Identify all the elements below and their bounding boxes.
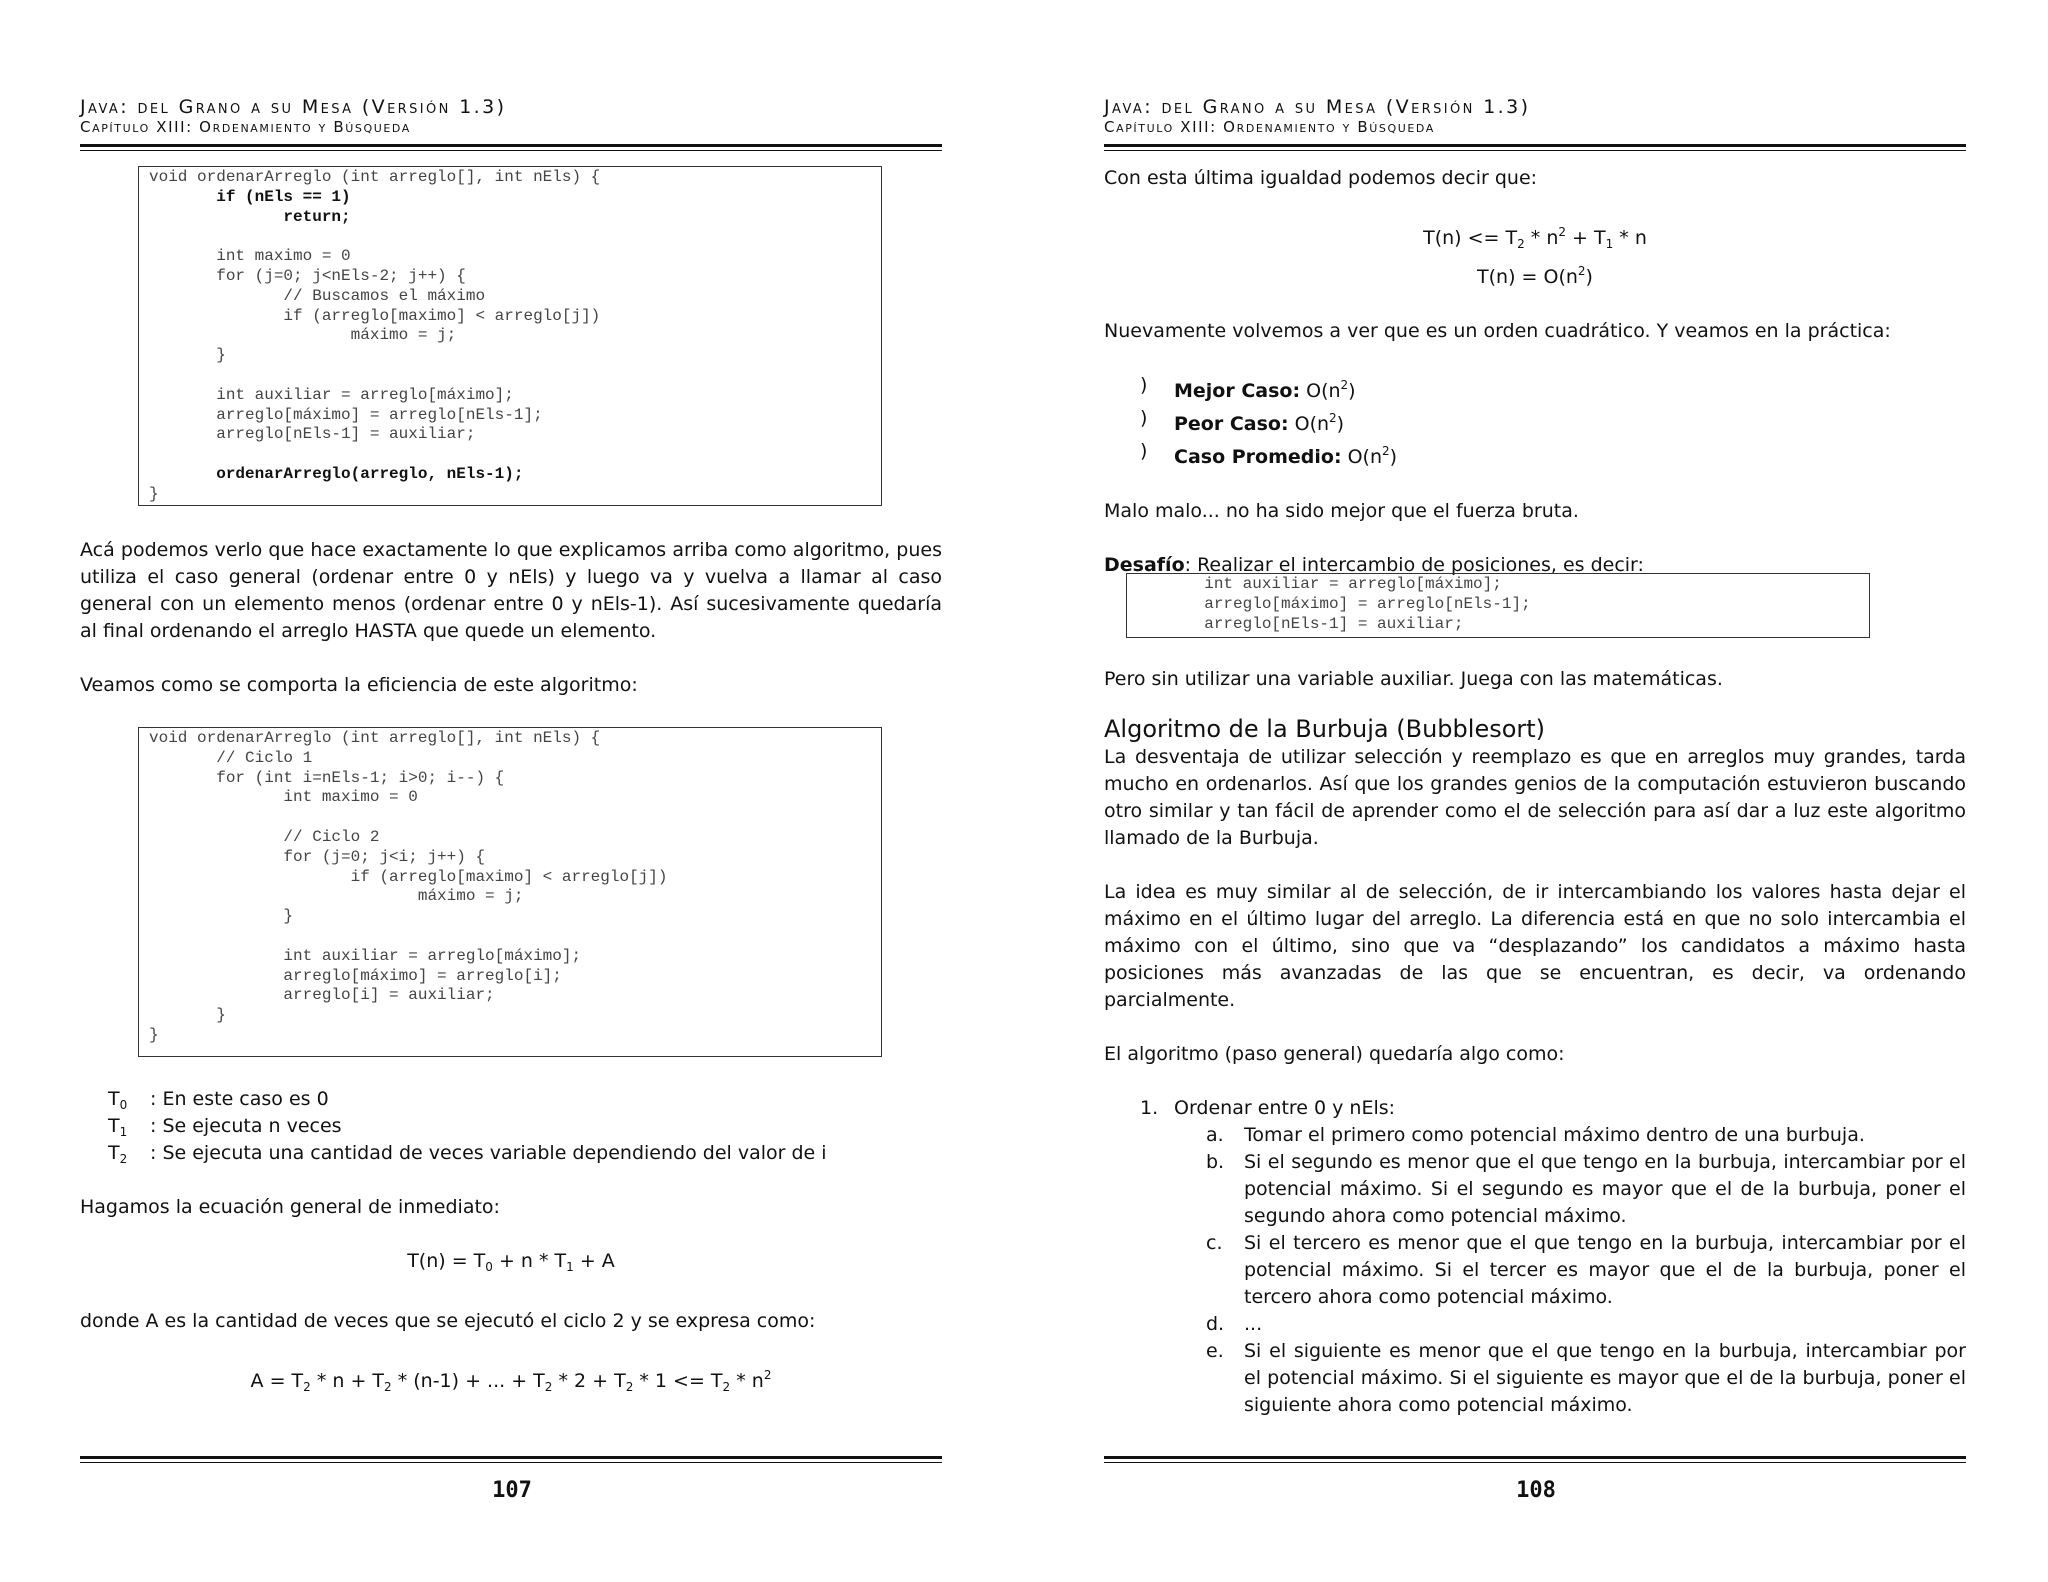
right-body-text: [1104, 165, 1966, 579]
complexity-cases: [1104, 372, 1966, 471]
case-value: $O(n^2)$: [1341, 444, 1398, 468]
case-label: Peor Caso:: [1174, 413, 1289, 435]
code-line: for (int i=nEls-1; i>0; i--) {: [149, 768, 505, 787]
t-symbol: $T_1$: [108, 1115, 128, 1139]
code-line: int auxiliar = arreglo[máximo];: [149, 385, 514, 404]
footer-rule: [80, 1456, 942, 1463]
algorithm-steps: [1104, 1095, 1966, 1419]
list-item: [1104, 438, 1966, 471]
book-title: Java: del Grano a su Mesa (Versión 1.3): [1104, 96, 1531, 118]
list-item: [80, 1086, 942, 1113]
header-rule: [1104, 144, 1966, 151]
chapter-title: Capítulo XIII: Ordenamiento y Búsqueda: [1104, 118, 1435, 136]
code-line: máximo = j;: [149, 887, 524, 906]
step-item: [1104, 1095, 1966, 1419]
sub-step-item: [1174, 1122, 1966, 1149]
code-line: }: [149, 907, 294, 926]
sub-step-letter: c.: [1206, 1232, 1223, 1254]
sub-step-letter: e.: [1206, 1340, 1224, 1362]
sub-step-letter: b.: [1206, 1151, 1225, 1173]
case-label: Mejor Caso:: [1174, 380, 1301, 402]
section-heading: Algoritmo de la Burbuja (Bubblesort): [1104, 715, 1546, 743]
code-line: for (j=0; j<i; j++) {: [149, 847, 486, 866]
code-line: int maximo = 0: [149, 788, 418, 807]
sub-step-letter: d.: [1206, 1313, 1225, 1335]
paragraph: Acá podemos verlo que hace exactamente lo que explicamos arriba como algoritmo, pues utiliza el caso general (ordenar entre 0 y nEls) y luego va y vuelva a llamar al caso general con un elemento menos (ordenar entre 0 y nEls-1). Así sucesivamente quedaría al final ordenando el arreglo HASTA que quede un elemento.: [80, 539, 942, 642]
code-line: arreglo[nEls-1] = auxiliar;: [149, 425, 476, 444]
list-item: [80, 1140, 942, 1167]
t-description: : Se ejecuta n veces: [150, 1115, 342, 1137]
code-line: for (j=0; j<nEls-2; j++) {: [149, 266, 466, 285]
sub-step-text: Si el tercero es menor que el que tengo en la burbuja, intercambiar por el potencial máximo. Si el tercer es mayor que el de la burbuja, poner el tercero ahora como potencial máximo.: [1244, 1232, 1966, 1308]
paragraph: Veamos como se comporta la eficiencia de este algoritmo:: [80, 674, 638, 696]
sub-step-text: ...: [1244, 1313, 1263, 1335]
sub-step-item: [1174, 1311, 1966, 1338]
code-line: arreglo[máximo] = arreglo[nEls-1];: [149, 405, 543, 424]
code-line: arreglo[i] = auxiliar;: [149, 986, 495, 1005]
case-value: $O(n^2)$: [1288, 411, 1345, 435]
t-description: : Se ejecuta una cantidad de veces variable dependiendo del valor de i: [150, 1142, 827, 1164]
right-page: [1024, 0, 2048, 1582]
paragraph: La idea es muy similar al de selección, de ir intercambiando los valores hasta dejar el máximo en el último lugar del arreglo. La diferencia está en que no solo intercambia el máximo con el último, sino que va “desplazando” los candidatos a máximo hasta posiciones más avanzadas de las que se encuentran, es decir, va ordenando parcialmente.: [1104, 881, 1966, 1011]
header-rule: [80, 144, 942, 151]
paragraph: El algoritmo (paso general) quedaría algo como:: [1104, 1043, 1565, 1065]
case-label: Caso Promedio:: [1174, 446, 1342, 468]
sub-step-item: [1174, 1338, 1966, 1419]
code-line: }: [149, 484, 159, 503]
code-line: // Ciclo 2: [149, 827, 380, 846]
code-line: [149, 366, 881, 386]
code-line: void ordenarArreglo (int arreglo[], int nEls) {: [149, 168, 601, 186]
code-block-swap: [1126, 573, 1870, 638]
equation-order: $T(n) = O(n^2)$: [1477, 264, 1593, 288]
desafio-text: : Realizar el intercambio de posiciones, es decir:: [1184, 554, 1644, 576]
sub-step-text: Si el segundo es menor que el que tengo en la burbuja, intercambiar por el potencial máximo. Si el segundo es mayor que el de la burbuja, poner el segundo ahora como potencial máximo.: [1244, 1151, 1966, 1227]
code-line: return;: [149, 207, 351, 226]
chapter-title: Capítulo XIII: Ordenamiento y Búsqueda: [80, 118, 411, 136]
code-line: }: [149, 1025, 159, 1044]
code-line: arreglo[máximo] = arreglo[i];: [149, 966, 562, 985]
desafio-label: Desafío: [1104, 554, 1185, 576]
paragraph: Hagamos la ecuación general de inmediato:: [80, 1196, 500, 1218]
t-symbol: $T_2$: [108, 1142, 128, 1166]
code-line: if (arreglo[maximo] < arreglo[j]): [149, 306, 601, 325]
page-header: [80, 96, 942, 136]
step-text: Ordenar entre 0 y nEls:: [1174, 1097, 1396, 1119]
code-line: máximo = j;: [149, 326, 457, 345]
sub-step-text: Tomar el primero como potencial máximo dentro de una burbuja.: [1244, 1124, 1865, 1146]
code-line: int auxiliar = arreglo[máximo];: [149, 946, 582, 965]
sub-step-text: Si el siguiente es menor que el que tengo en la burbuja, intercambiar por el potencial máximo. Si el siguiente es mayor que el de la burbuja, poner el siguiente ahora como potencial máximo.: [1244, 1340, 1966, 1416]
code-line: ordenarArreglo(arreglo, nEls-1);: [149, 464, 524, 483]
equation-bound: $T(n) <= T_2 * n^2 + T_1 * n$: [1423, 225, 1647, 251]
list-item: [80, 1113, 942, 1140]
left-body-text-2: [80, 1086, 942, 1401]
equation-tn: $T(n) = T_0 + n * T_1 + A$: [407, 1250, 615, 1274]
right-body-text-2: [1104, 666, 1966, 1419]
book-title: Java: del Grano a su Mesa (Versión 1.3): [80, 96, 507, 118]
page-number: 108: [1516, 1478, 1556, 1503]
code-line: int maximo = 0: [149, 247, 351, 266]
list-item: [1104, 372, 1966, 405]
code-line: int auxiliar = arreglo[máximo];: [1137, 575, 1502, 593]
code-line: void ordenarArreglo (int arreglo[], int nEls) {: [149, 729, 601, 747]
t-symbol: $T_0$: [108, 1088, 128, 1112]
code-line: }: [149, 346, 226, 365]
list-item: [1104, 405, 1966, 438]
code-line: arreglo[máximo] = arreglo[nEls-1];: [1137, 594, 1531, 613]
bullet-icon: ): [1140, 374, 1148, 396]
code-line: if (nEls == 1): [149, 187, 351, 206]
equation-a: $A = T_2 * n + T_2 * (n-1)$ + ... + $T_2 * 2 + T_2 * 1 <= T_2 * n^2$: [250, 1368, 772, 1394]
paragraph: Malo malo... no ha sido mejor que el fuerza bruta.: [1104, 500, 1579, 522]
code-line: // Ciclo 1: [149, 748, 313, 767]
code-line: [149, 227, 881, 247]
page-number: 107: [492, 1478, 532, 1503]
left-body-text: [80, 537, 942, 699]
code-line: if (arreglo[maximo] < arreglo[j]): [149, 867, 668, 886]
t-definitions: [80, 1086, 942, 1167]
case-value: $O(n^2)$: [1300, 378, 1356, 402]
bullet-icon: ): [1140, 440, 1148, 462]
code-line: }: [149, 1006, 226, 1025]
bullet-icon: ): [1140, 407, 1148, 429]
code-line: [149, 808, 881, 828]
step-number: 1.: [1140, 1097, 1159, 1119]
code-line: [149, 445, 881, 465]
paragraph: Con esta última igualdad podemos decir que:: [1104, 167, 1538, 189]
t-description: : En este caso es 0: [150, 1088, 329, 1110]
sub-step-item: [1174, 1149, 1966, 1230]
paragraph: Pero sin utilizar una variable auxiliar. Juega con las matemáticas.: [1104, 668, 1723, 690]
code-line: // Buscamos el máximo: [149, 286, 486, 305]
paragraph: Nuevamente volvemos a ver que es un orden cuadrático. Y veamos en la práctica:: [1104, 320, 1891, 342]
code-block-iterative: [138, 727, 882, 1057]
sub-step-letter: a.: [1206, 1124, 1224, 1146]
code-block-recursive: [138, 166, 882, 506]
page-header: [1104, 96, 1966, 136]
paragraph: donde A es la cantidad de veces que se ejecutó el ciclo 2 y se expresa como:: [80, 1310, 816, 1332]
sub-steps: [1174, 1122, 1966, 1419]
paragraph: La desventaja de utilizar selección y reemplazo es que en arreglos muy grandes, tarda mucho en ordenarlos. Así que los grandes genios de la computación estuvieron buscando otro similar y tan fácil de aprender como el de selección para así dar a luz este algoritmo llamado de la Burbuja.: [1104, 746, 1966, 849]
code-line: [149, 927, 881, 947]
code-line: arreglo[nEls-1] = auxiliar;: [1137, 614, 1464, 633]
sub-step-item: [1174, 1230, 1966, 1311]
footer-rule: [1104, 1456, 1966, 1463]
